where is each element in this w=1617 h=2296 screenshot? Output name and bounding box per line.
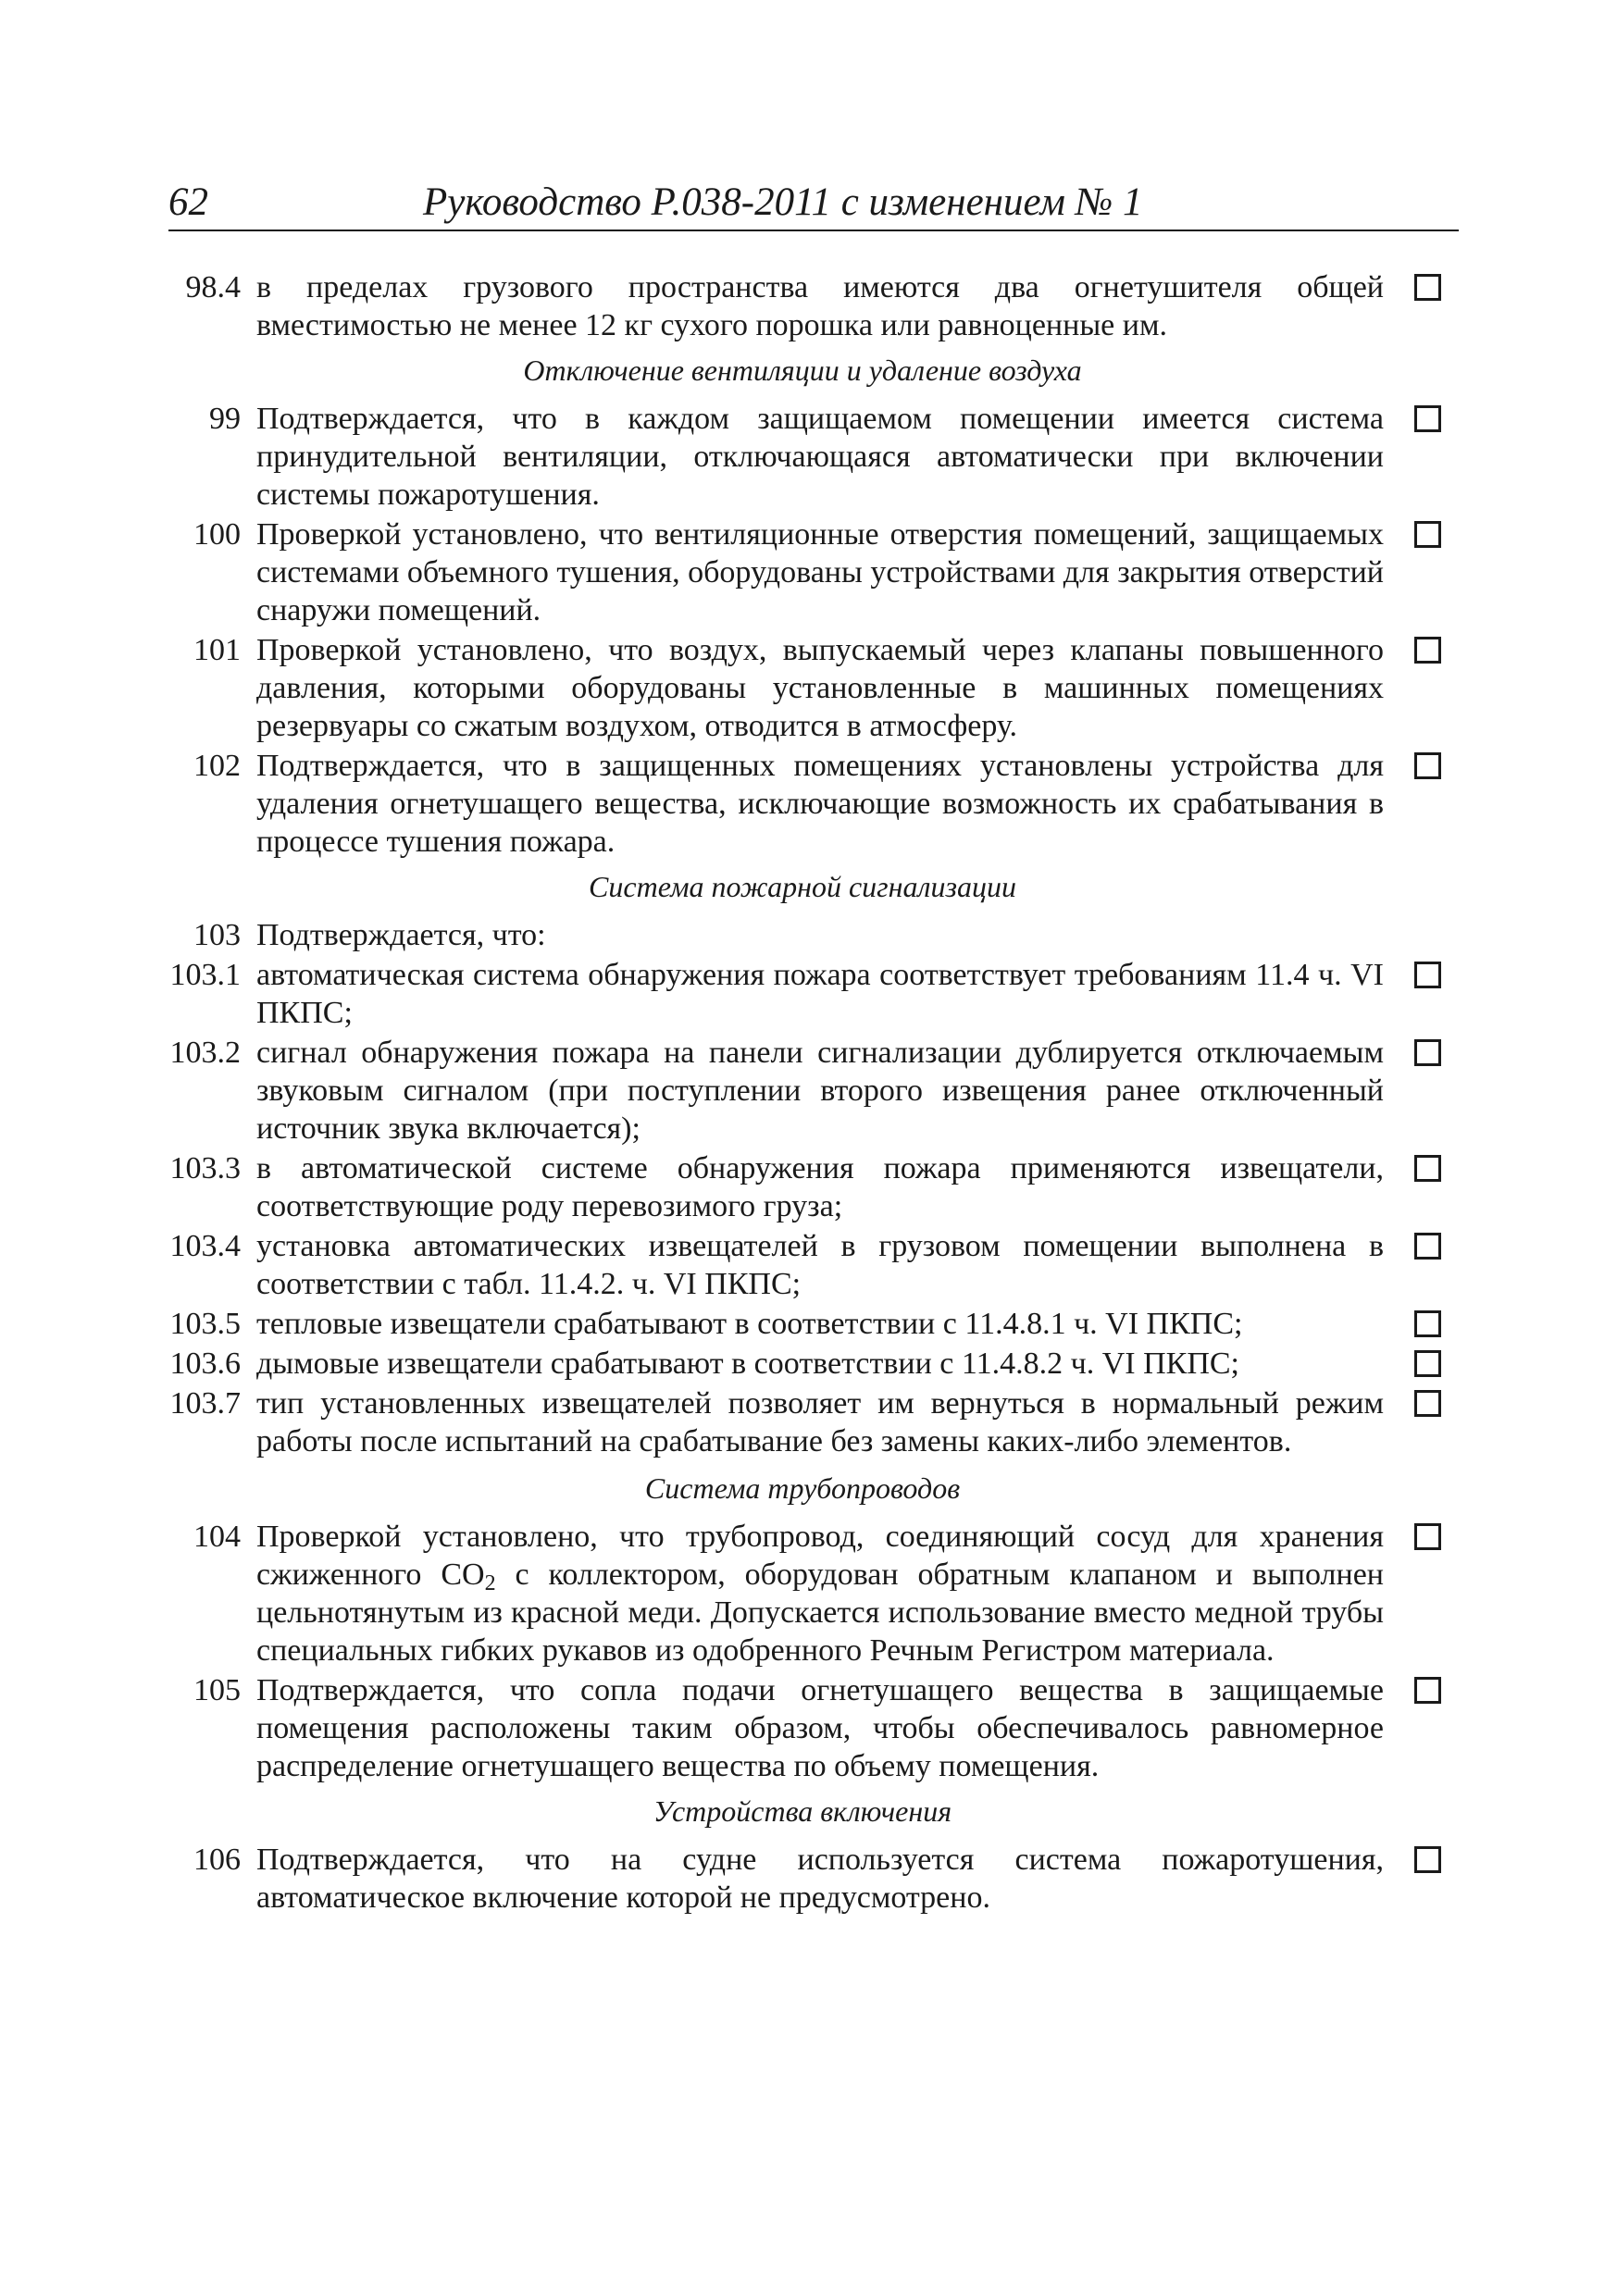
checkbox[interactable] xyxy=(1414,521,1441,548)
item-number: 103.2 xyxy=(169,1036,241,1070)
checkbox[interactable] xyxy=(1414,1310,1441,1337)
item-text: Проверкой установлено, что вентиляционные отверстия помещений, защищаемых системами объемного тушения, оборудованы устройствами для закрытия отверстий снаружи помещений. xyxy=(256,517,1384,627)
item-text: тип установленных извещателей позволяет им вернуться в нормальный режим работы после испытаний на срабатывание без замены каких-либо элементов. xyxy=(256,1386,1384,1458)
item-text: Подтверждается, что сопла подачи огнетушащего вещества в защищаемые помещения расположены таким образом, чтобы обеспечивалось равномерное распределение огнетушащего вещества по объему помещения. xyxy=(256,1673,1384,1783)
checklist-item-101 xyxy=(168,631,1464,745)
checkbox[interactable] xyxy=(1414,274,1441,301)
checkbox[interactable] xyxy=(1414,637,1441,664)
checklist-item-99 xyxy=(168,400,1464,514)
checklist-item-98-4 xyxy=(168,268,1464,344)
checkbox[interactable] xyxy=(1414,962,1441,988)
checkbox[interactable] xyxy=(1414,1233,1441,1260)
checklist-item-103-6 xyxy=(168,1345,1464,1383)
item-text: в автоматической системе обнаружения пожара применяются извещатели, соответствующие роду перевозимого груза; xyxy=(256,1151,1384,1223)
checkbox[interactable] xyxy=(1414,1039,1441,1066)
item-number: 101 xyxy=(193,633,241,667)
page-number: 62 xyxy=(168,180,208,224)
checklist-item-103-7 xyxy=(168,1384,1464,1460)
item-text: установка автоматических извещателей в грузовом помещении выполнена в соответствии с табл. 11.4.2. ч. VI ПКПС; xyxy=(256,1229,1384,1301)
section-heading: Система пожарной сигнализации xyxy=(589,870,1016,903)
item-number: 104 xyxy=(193,1520,241,1554)
item-number: 103.7 xyxy=(169,1386,241,1421)
item-number: 105 xyxy=(193,1673,241,1707)
checklist-item-103 xyxy=(168,916,1464,954)
item-text-part: Проверкой установлено, что трубопровод, соединяющий сосуд для хранения сжиженного CO xyxy=(256,1520,1384,1592)
checkbox[interactable] xyxy=(1414,1155,1441,1182)
checkbox[interactable] xyxy=(1414,1390,1441,1417)
item-number: 100 xyxy=(193,517,241,552)
checkbox[interactable] xyxy=(1414,1677,1441,1704)
item-number: 102 xyxy=(193,749,241,783)
checklist-item-103-5 xyxy=(168,1305,1464,1343)
item-number: 103.3 xyxy=(169,1151,241,1185)
item-number: 103.1 xyxy=(169,958,241,992)
checkbox[interactable] xyxy=(1414,1350,1441,1377)
checklist-item-104 xyxy=(168,1518,1464,1669)
item-text: Подтверждается, что на судне используется система пожаротушения, автоматическое включение которой не предусмотрено. xyxy=(256,1843,1384,1915)
item-number: 103 xyxy=(193,918,241,952)
section-heading: Система трубопроводов xyxy=(644,1471,961,1505)
checklist xyxy=(168,268,1464,1918)
item-text: в пределах грузового пространства имеются два огнетушителя общей вместимостью не менее 12 кг сухого порошка или равноценные им. xyxy=(256,270,1384,342)
checklist-item-105 xyxy=(168,1671,1464,1785)
item-text: Подтверждается, что в защищенных помещениях установлены устройства для удаления огнетушащего вещества, исключающие возможность их срабатывания в процессе тушения пожара. xyxy=(256,749,1384,859)
item-number: 98.4 xyxy=(185,270,241,304)
section-heading: Устройства включения xyxy=(653,1794,952,1828)
item-text: дымовые извещатели срабатывают в соответствии с 11.4.8.2 ч. VI ПКПС; xyxy=(256,1347,1240,1381)
item-number: 103.4 xyxy=(169,1229,241,1263)
subscript: 2 xyxy=(484,1571,496,1595)
checklist-item-103-4 xyxy=(168,1227,1464,1303)
item-number: 106 xyxy=(193,1843,241,1877)
checkbox[interactable] xyxy=(1414,1523,1441,1550)
checkbox[interactable] xyxy=(1414,405,1441,432)
item-number: 103.6 xyxy=(169,1347,241,1381)
section-heading: Отключение вентиляции и удаление воздуха xyxy=(523,354,1082,387)
item-text xyxy=(256,1518,1384,1669)
item-text: Подтверждается, что: xyxy=(256,918,546,952)
item-text: Проверкой установлено, что воздух, выпускаемый через клапаны повышенного давления, которыми оборудованы установленные в машинных помещениях резервуары со сжатым воздухом, отводится в атмосферу. xyxy=(256,633,1384,743)
item-text: автоматическая система обнаружения пожара соответствует требованиям 11.4 ч. VI ПКПС; xyxy=(256,958,1384,1030)
checklist-item-102 xyxy=(168,747,1464,861)
item-number: 103.5 xyxy=(169,1307,241,1341)
checklist-item-106 xyxy=(168,1841,1464,1917)
checklist-item-103-3 xyxy=(168,1149,1464,1225)
item-text: сигнал обнаружения пожара на панели сигнализации дублируется отключаемым звуковым сигналом (при поступлении второго извещения ранее отключенный источник звука включается); xyxy=(256,1036,1384,1146)
checklist-item-103-2 xyxy=(168,1034,1464,1148)
checklist-item-100 xyxy=(168,515,1464,629)
checkbox[interactable] xyxy=(1414,752,1441,779)
item-number: 99 xyxy=(209,402,241,436)
item-text-part: с коллектором, оборудован обратным клапаном и выполнен цельнотянутым из красной меди. Допускается использование вместо медной трубы специальных гибких рукавов из одобренного Речным Регистром материала. xyxy=(256,1558,1384,1668)
item-text: Подтверждается, что в каждом защищаемом помещении имеется система принудительной вентиляции, отключающаяся автоматически при включении системы пожаротушения. xyxy=(256,402,1384,512)
checklist-item-103-1 xyxy=(168,956,1464,1032)
page-header xyxy=(168,176,1459,231)
item-text: тепловые извещатели срабатывают в соответствии с 11.4.8.1 ч. VI ПКПС; xyxy=(256,1307,1243,1341)
running-title: Руководство Р.038-2011 с изменением № 1 xyxy=(423,180,1143,224)
checkbox[interactable] xyxy=(1414,1846,1441,1873)
